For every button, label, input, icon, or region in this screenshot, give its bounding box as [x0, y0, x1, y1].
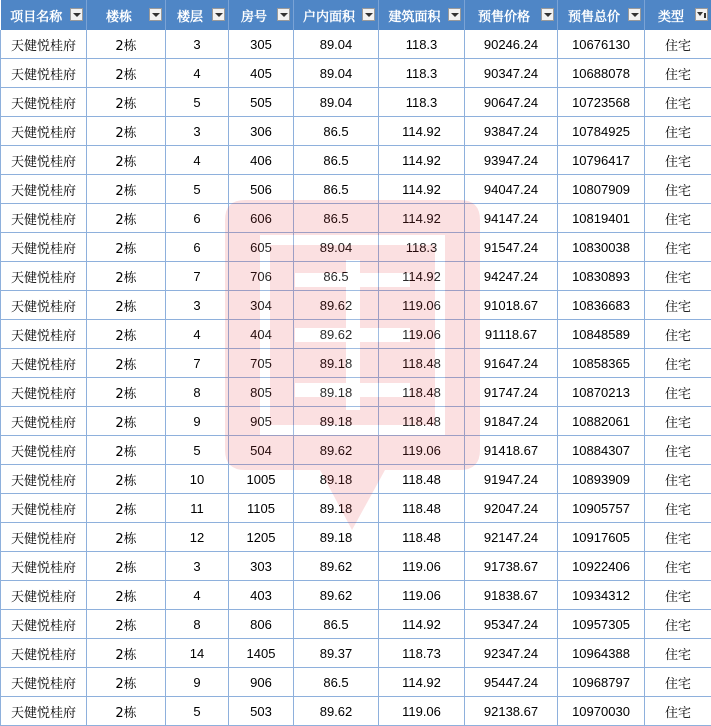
header-label: 楼层	[176, 9, 203, 25]
unit-price-cell[interactable]: 92138.67	[465, 697, 558, 726]
floor-cell[interactable]: 7	[166, 349, 229, 378]
filter-dropdown-icon[interactable]	[70, 8, 83, 21]
unit-price-cell[interactable]: 91547.24	[465, 233, 558, 262]
total-price-cell[interactable]: 10836683	[558, 291, 645, 320]
room-cell[interactable]: 1005	[229, 465, 294, 494]
table-body	[1, 30, 711, 726]
building-area-cell[interactable]: 118.3	[379, 88, 465, 117]
header-cell-total-price	[558, 0, 645, 30]
unit-price-cell[interactable]: 91647.24	[465, 349, 558, 378]
table-row	[1, 117, 711, 146]
room-cell[interactable]: 506	[229, 175, 294, 204]
type-cell[interactable]: 住宅	[645, 30, 711, 59]
room-cell[interactable]: 806	[229, 610, 294, 639]
floor-cell[interactable]: 6	[166, 204, 229, 233]
table-row	[1, 523, 711, 552]
inner-area-cell[interactable]: 89.04	[294, 88, 379, 117]
building-cell[interactable]: 2栋	[87, 291, 166, 320]
building-cell[interactable]: 2栋	[87, 378, 166, 407]
project-name-cell[interactable]: 天健悦桂府	[1, 59, 87, 88]
room-cell[interactable]: 906	[229, 668, 294, 697]
filter-dropdown-icon[interactable]	[541, 8, 554, 21]
type-cell[interactable]: 住宅	[645, 407, 711, 436]
type-cell[interactable]: 住宅	[645, 581, 711, 610]
header-cell-project	[1, 0, 87, 30]
room-cell[interactable]: 905	[229, 407, 294, 436]
building-cell[interactable]: 2栋	[87, 88, 166, 117]
table-row	[1, 552, 711, 581]
type-cell[interactable]: 住宅	[645, 349, 711, 378]
header-label: 房号	[240, 9, 267, 25]
type-cell[interactable]: 住宅	[645, 639, 711, 668]
inner-area-cell[interactable]: 86.5	[294, 610, 379, 639]
type-cell[interactable]: 住宅	[645, 552, 711, 581]
filter-dropdown-icon[interactable]	[362, 8, 375, 21]
inner-area-cell[interactable]: 86.5	[294, 146, 379, 175]
header-label: 预售总价	[567, 9, 620, 25]
table-row	[1, 465, 711, 494]
filter-dropdown-icon[interactable]	[149, 8, 162, 21]
type-cell[interactable]: 住宅	[645, 59, 711, 88]
project-name-cell[interactable]: 天健悦桂府	[1, 523, 87, 552]
building-cell[interactable]: 2栋	[87, 523, 166, 552]
inner-area-cell[interactable]: 86.5	[294, 204, 379, 233]
unit-price-cell[interactable]: 91847.24	[465, 407, 558, 436]
inner-area-cell[interactable]: 89.62	[294, 581, 379, 610]
total-price-cell[interactable]: 10893909	[558, 465, 645, 494]
unit-price-cell[interactable]: 90246.24	[465, 30, 558, 59]
building-cell[interactable]: 2栋	[87, 697, 166, 726]
room-cell[interactable]: 1405	[229, 639, 294, 668]
type-cell[interactable]: 住宅	[645, 117, 711, 146]
project-name-cell[interactable]: 天健悦桂府	[1, 204, 87, 233]
floor-cell[interactable]: 10	[166, 465, 229, 494]
building-cell[interactable]: 2栋	[87, 117, 166, 146]
inner-area-cell[interactable]: 89.18	[294, 465, 379, 494]
total-price-cell[interactable]: 10968797	[558, 668, 645, 697]
room-cell[interactable]: 505	[229, 88, 294, 117]
total-price-cell[interactable]: 10884307	[558, 436, 645, 465]
table-row	[1, 378, 711, 407]
floor-cell[interactable]: 5	[166, 175, 229, 204]
room-cell[interactable]: 305	[229, 30, 294, 59]
inner-area-cell[interactable]: 86.5	[294, 117, 379, 146]
total-price-cell[interactable]: 10819401	[558, 204, 645, 233]
building-area-cell[interactable]: 118.48	[379, 523, 465, 552]
header-label: 项目名称	[10, 9, 63, 25]
header-label: 户内面积	[302, 9, 355, 25]
room-cell[interactable]: 306	[229, 117, 294, 146]
header-label: 类型	[657, 9, 684, 25]
type-cell[interactable]: 住宅	[645, 436, 711, 465]
project-name-cell[interactable]: 天健悦桂府	[1, 378, 87, 407]
project-name-cell[interactable]: 天健悦桂府	[1, 146, 87, 175]
floor-cell[interactable]: 3	[166, 30, 229, 59]
table-row	[1, 204, 711, 233]
building-area-cell[interactable]: 114.92	[379, 668, 465, 697]
unit-price-cell[interactable]: 91018.67	[465, 291, 558, 320]
total-price-cell[interactable]: 10848589	[558, 320, 645, 349]
header-label: 建筑面积	[388, 9, 441, 25]
header-label: 预售价格	[477, 9, 530, 25]
project-name-cell[interactable]: 天健悦桂府	[1, 233, 87, 262]
inner-area-cell[interactable]: 89.18	[294, 494, 379, 523]
project-name-cell[interactable]: 天健悦桂府	[1, 349, 87, 378]
floor-cell[interactable]: 5	[166, 436, 229, 465]
building-area-cell[interactable]: 118.3	[379, 59, 465, 88]
building-cell[interactable]: 2栋	[87, 436, 166, 465]
building-cell[interactable]: 2栋	[87, 552, 166, 581]
table-row	[1, 697, 711, 726]
total-price-cell[interactable]: 10934312	[558, 581, 645, 610]
room-cell[interactable]: 1105	[229, 494, 294, 523]
unit-price-cell[interactable]: 91118.67	[465, 320, 558, 349]
type-cell[interactable]: 住宅	[645, 494, 711, 523]
unit-price-cell[interactable]: 93847.24	[465, 117, 558, 146]
floor-cell[interactable]: 11	[166, 494, 229, 523]
header-label: 楼栋	[105, 9, 132, 25]
room-cell[interactable]: 706	[229, 262, 294, 291]
type-cell[interactable]: 住宅	[645, 175, 711, 204]
unit-price-cell[interactable]: 92047.24	[465, 494, 558, 523]
building-cell[interactable]: 2栋	[87, 30, 166, 59]
type-cell[interactable]: 住宅	[645, 668, 711, 697]
building-cell[interactable]: 2栋	[87, 262, 166, 291]
header-cell-type	[645, 0, 711, 30]
header-cell-unit-price	[465, 0, 558, 30]
building-cell[interactable]: 2栋	[87, 59, 166, 88]
header-cell-floor	[166, 0, 229, 30]
project-name-cell[interactable]: 天健悦桂府	[1, 88, 87, 117]
floor-cell[interactable]: 8	[166, 610, 229, 639]
unit-price-cell[interactable]: 91418.67	[465, 436, 558, 465]
header-cell-inner-area	[294, 0, 379, 30]
floor-cell[interactable]: 4	[166, 146, 229, 175]
total-price-cell[interactable]: 10970030	[558, 697, 645, 726]
table-row	[1, 233, 711, 262]
building-cell[interactable]: 2栋	[87, 494, 166, 523]
table-row	[1, 262, 711, 291]
building-cell[interactable]: 2栋	[87, 320, 166, 349]
room-cell[interactable]: 304	[229, 291, 294, 320]
project-name-cell[interactable]: 天健悦桂府	[1, 639, 87, 668]
floor-cell[interactable]: 3	[166, 291, 229, 320]
filter-dropdown-icon[interactable]	[277, 8, 290, 21]
inner-area-cell[interactable]: 89.18	[294, 378, 379, 407]
type-cell[interactable]: 住宅	[645, 378, 711, 407]
building-area-cell[interactable]: 114.92	[379, 175, 465, 204]
inner-area-cell[interactable]: 89.62	[294, 291, 379, 320]
room-cell[interactable]: 406	[229, 146, 294, 175]
project-name-cell[interactable]: 天健悦桂府	[1, 581, 87, 610]
floor-cell[interactable]: 4	[166, 320, 229, 349]
unit-price-cell[interactable]: 92147.24	[465, 523, 558, 552]
total-price-cell[interactable]: 10830038	[558, 233, 645, 262]
room-cell[interactable]: 404	[229, 320, 294, 349]
project-name-cell[interactable]: 天健悦桂府	[1, 175, 87, 204]
header-row	[1, 0, 711, 30]
total-price-cell[interactable]: 10784925	[558, 117, 645, 146]
type-cell[interactable]: 住宅	[645, 291, 711, 320]
building-area-cell[interactable]: 119.06	[379, 436, 465, 465]
building-area-cell[interactable]: 114.92	[379, 262, 465, 291]
table-row	[1, 639, 711, 668]
type-cell[interactable]: 住宅	[645, 88, 711, 117]
inner-area-cell[interactable]: 89.18	[294, 349, 379, 378]
total-price-cell[interactable]: 10807909	[558, 175, 645, 204]
project-name-cell[interactable]: 天健悦桂府	[1, 610, 87, 639]
type-cell[interactable]: 住宅	[645, 610, 711, 639]
table-row	[1, 30, 711, 59]
room-cell[interactable]: 705	[229, 349, 294, 378]
unit-price-cell[interactable]: 94247.24	[465, 262, 558, 291]
building-area-cell[interactable]: 114.92	[379, 146, 465, 175]
table-row	[1, 349, 711, 378]
inner-area-cell[interactable]: 89.18	[294, 523, 379, 552]
project-name-cell[interactable]: 天健悦桂府	[1, 30, 87, 59]
total-price-cell[interactable]: 10688078	[558, 59, 645, 88]
inner-area-cell[interactable]: 86.5	[294, 262, 379, 291]
inner-area-cell[interactable]: 89.04	[294, 59, 379, 88]
floor-cell[interactable]: 9	[166, 407, 229, 436]
unit-price-cell[interactable]: 92347.24	[465, 639, 558, 668]
building-area-cell[interactable]: 118.48	[379, 494, 465, 523]
table-row	[1, 146, 711, 175]
unit-price-cell[interactable]: 90647.24	[465, 88, 558, 117]
table-row	[1, 88, 711, 117]
table-row	[1, 407, 711, 436]
building-area-cell[interactable]: 118.48	[379, 349, 465, 378]
project-name-cell[interactable]: 天健悦桂府	[1, 494, 87, 523]
building-cell[interactable]: 2栋	[87, 668, 166, 697]
room-cell[interactable]: 605	[229, 233, 294, 262]
type-cell[interactable]: 住宅	[645, 262, 711, 291]
inner-area-cell[interactable]: 89.18	[294, 407, 379, 436]
project-name-cell[interactable]: 天健悦桂府	[1, 465, 87, 494]
total-price-cell[interactable]: 10964388	[558, 639, 645, 668]
total-price-cell[interactable]: 10723568	[558, 88, 645, 117]
building-area-cell[interactable]: 118.73	[379, 639, 465, 668]
table-row	[1, 320, 711, 349]
project-name-cell[interactable]: 天健悦桂府	[1, 291, 87, 320]
room-cell[interactable]: 403	[229, 581, 294, 610]
building-cell[interactable]: 2栋	[87, 233, 166, 262]
room-cell[interactable]: 405	[229, 59, 294, 88]
total-price-cell[interactable]: 10922406	[558, 552, 645, 581]
building-cell[interactable]: 2栋	[87, 204, 166, 233]
type-cell[interactable]: 住宅	[645, 523, 711, 552]
table-row	[1, 494, 711, 523]
building-area-cell[interactable]: 118.3	[379, 233, 465, 262]
building-cell[interactable]: 2栋	[87, 639, 166, 668]
building-cell[interactable]: 2栋	[87, 465, 166, 494]
inner-area-cell[interactable]: 89.04	[294, 233, 379, 262]
room-cell[interactable]: 503	[229, 697, 294, 726]
project-name-cell[interactable]: 天健悦桂府	[1, 320, 87, 349]
total-price-cell[interactable]: 10870213	[558, 378, 645, 407]
room-cell[interactable]: 303	[229, 552, 294, 581]
table-row	[1, 436, 711, 465]
total-price-cell[interactable]: 10796417	[558, 146, 645, 175]
building-area-cell[interactable]: 118.3	[379, 30, 465, 59]
building-area-cell[interactable]: 119.06	[379, 320, 465, 349]
project-name-cell[interactable]: 天健悦桂府	[1, 407, 87, 436]
building-cell[interactable]: 2栋	[87, 581, 166, 610]
table-row	[1, 668, 711, 697]
type-cell[interactable]: 住宅	[645, 320, 711, 349]
building-cell[interactable]: 2栋	[87, 610, 166, 639]
building-area-cell[interactable]: 119.06	[379, 552, 465, 581]
building-cell[interactable]: 2栋	[87, 407, 166, 436]
project-name-cell[interactable]: 天健悦桂府	[1, 117, 87, 146]
unit-price-cell[interactable]: 90347.24	[465, 59, 558, 88]
unit-price-cell[interactable]: 91738.67	[465, 552, 558, 581]
project-name-cell[interactable]: 天健悦桂府	[1, 552, 87, 581]
building-area-cell[interactable]: 114.92	[379, 117, 465, 146]
total-price-cell[interactable]: 10917605	[558, 523, 645, 552]
room-cell[interactable]: 1205	[229, 523, 294, 552]
building-area-cell[interactable]: 118.48	[379, 465, 465, 494]
table-row	[1, 59, 711, 88]
building-area-cell[interactable]: 114.92	[379, 204, 465, 233]
unit-price-cell[interactable]: 94147.24	[465, 204, 558, 233]
floor-cell[interactable]: 12	[166, 523, 229, 552]
project-name-cell[interactable]: 天健悦桂府	[1, 697, 87, 726]
floor-cell[interactable]: 7	[166, 262, 229, 291]
building-area-cell[interactable]: 119.06	[379, 697, 465, 726]
floor-cell[interactable]: 14	[166, 639, 229, 668]
total-price-cell[interactable]: 10830893	[558, 262, 645, 291]
table-row	[1, 610, 711, 639]
floor-cell[interactable]: 4	[166, 59, 229, 88]
floor-cell[interactable]: 3	[166, 552, 229, 581]
building-cell[interactable]: 2栋	[87, 175, 166, 204]
unit-price-cell[interactable]: 93947.24	[465, 146, 558, 175]
total-price-cell[interactable]: 10676130	[558, 30, 645, 59]
type-cell[interactable]: 住宅	[645, 146, 711, 175]
inner-area-cell[interactable]: 89.62	[294, 697, 379, 726]
inner-area-cell[interactable]: 86.5	[294, 668, 379, 697]
unit-price-cell[interactable]: 95447.24	[465, 668, 558, 697]
header-cell-room	[229, 0, 294, 30]
inner-area-cell[interactable]: 89.04	[294, 30, 379, 59]
building-area-cell[interactable]: 118.48	[379, 378, 465, 407]
floor-cell[interactable]: 6	[166, 233, 229, 262]
room-cell[interactable]: 606	[229, 204, 294, 233]
inner-area-cell[interactable]: 89.62	[294, 320, 379, 349]
table-row	[1, 175, 711, 204]
type-cell[interactable]: 住宅	[645, 233, 711, 262]
floor-cell[interactable]: 3	[166, 117, 229, 146]
type-cell[interactable]: 住宅	[645, 204, 711, 233]
building-area-cell[interactable]: 119.06	[379, 291, 465, 320]
total-price-cell[interactable]: 10957305	[558, 610, 645, 639]
type-cell[interactable]: 住宅	[645, 465, 711, 494]
total-price-cell[interactable]: 10905757	[558, 494, 645, 523]
header-cell-building-area	[379, 0, 465, 30]
building-area-cell[interactable]: 118.48	[379, 407, 465, 436]
filter-dropdown-icon[interactable]	[212, 8, 225, 21]
unit-price-cell[interactable]: 91747.24	[465, 378, 558, 407]
building-cell[interactable]: 2栋	[87, 146, 166, 175]
inner-area-cell[interactable]: 86.5	[294, 175, 379, 204]
unit-price-cell[interactable]: 95347.24	[465, 610, 558, 639]
total-price-cell[interactable]: 10882061	[558, 407, 645, 436]
type-cell[interactable]: 住宅	[645, 697, 711, 726]
building-area-cell[interactable]: 114.92	[379, 610, 465, 639]
project-name-cell[interactable]: 天健悦桂府	[1, 668, 87, 697]
floor-cell[interactable]: 8	[166, 378, 229, 407]
project-name-cell[interactable]: 天健悦桂府	[1, 262, 87, 291]
floor-cell[interactable]: 4	[166, 581, 229, 610]
floor-cell[interactable]: 5	[166, 88, 229, 117]
total-price-cell[interactable]: 10858365	[558, 349, 645, 378]
filter-applied-icon[interactable]	[695, 8, 708, 21]
unit-price-cell[interactable]: 94047.24	[465, 175, 558, 204]
unit-price-cell[interactable]: 91838.67	[465, 581, 558, 610]
filter-dropdown-icon[interactable]	[448, 8, 461, 21]
unit-price-cell[interactable]: 91947.24	[465, 465, 558, 494]
filter-dropdown-icon[interactable]	[628, 8, 641, 21]
floor-cell[interactable]: 5	[166, 697, 229, 726]
building-area-cell[interactable]: 119.06	[379, 581, 465, 610]
inner-area-cell[interactable]: 89.62	[294, 552, 379, 581]
inner-area-cell[interactable]: 89.62	[294, 436, 379, 465]
header-cell-building	[87, 0, 166, 30]
floor-cell[interactable]: 9	[166, 668, 229, 697]
table-row	[1, 581, 711, 610]
building-cell[interactable]: 2栋	[87, 349, 166, 378]
project-name-cell[interactable]: 天健悦桂府	[1, 436, 87, 465]
inner-area-cell[interactable]: 89.37	[294, 639, 379, 668]
table-row	[1, 291, 711, 320]
room-cell[interactable]: 805	[229, 378, 294, 407]
room-cell[interactable]: 504	[229, 436, 294, 465]
